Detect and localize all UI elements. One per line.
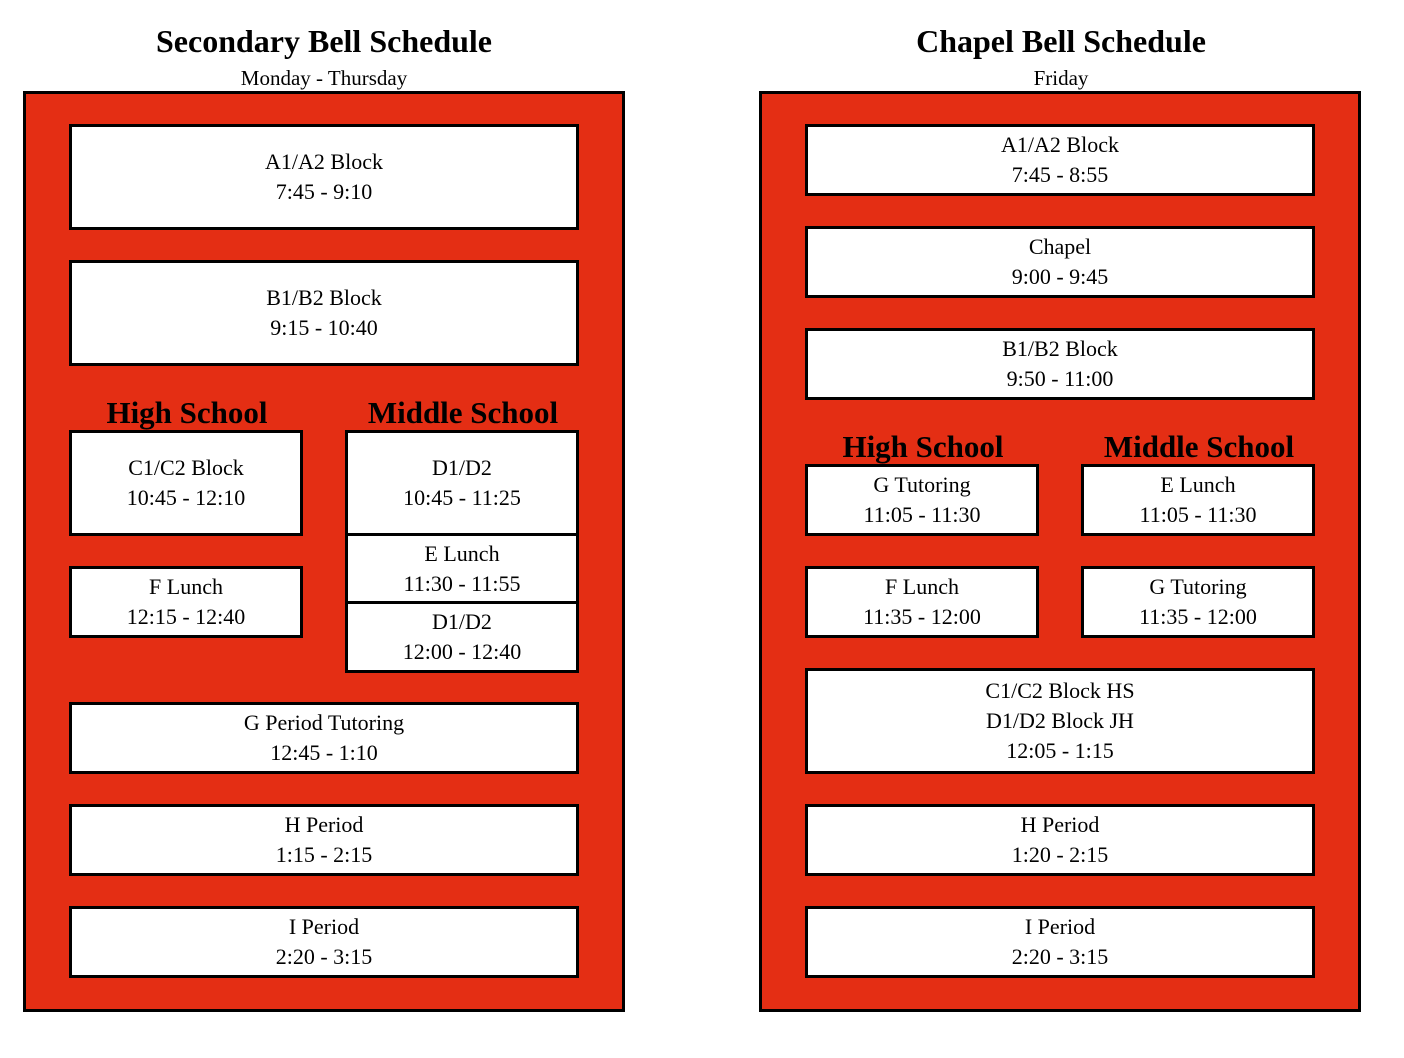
- block-time: 12:45 - 1:10: [270, 740, 378, 765]
- block-time: 7:45 - 9:10: [275, 179, 373, 204]
- block-name-secondary: D1/D2 Block JH: [986, 708, 1134, 733]
- secondary-ms-d-block-first: [345, 430, 579, 536]
- chapel-a-block: [805, 124, 1315, 196]
- block-name: G Tutoring: [873, 472, 971, 497]
- block-time: 12:05 - 1:15: [1006, 738, 1114, 763]
- chapel-hs-f-lunch: [805, 566, 1039, 638]
- block-time: 1:15 - 2:15: [275, 842, 373, 867]
- block-time: 9:50 - 11:00: [1006, 366, 1114, 391]
- secondary-h-period: [69, 804, 579, 876]
- block-time: 10:45 - 11:25: [403, 485, 521, 510]
- chapel-high-school-heading: High School: [842, 429, 1004, 464]
- block-name: E Lunch: [424, 541, 500, 566]
- secondary-high-school-heading: High School: [106, 395, 268, 430]
- block-name: C1/C2 Block: [128, 455, 244, 480]
- block-time: 11:30 - 11:55: [403, 571, 521, 596]
- block-name: A1/A2 Block: [265, 149, 383, 174]
- chapel-ms-g-tutoring: [1081, 566, 1315, 638]
- block-name: E Lunch: [1160, 472, 1236, 497]
- block-time: 12:15 - 12:40: [126, 604, 246, 629]
- secondary-i-period: [69, 906, 579, 978]
- secondary-hs-c-block: [69, 430, 303, 536]
- block-name: D1/D2: [432, 455, 492, 480]
- chapel-cd-block: [805, 668, 1315, 774]
- block-time: 10:45 - 12:10: [126, 485, 246, 510]
- secondary-ms-d-block-second: [345, 601, 579, 673]
- chapel-hs-g-tutoring: [805, 464, 1039, 536]
- block-name: H Period: [284, 812, 364, 837]
- chapel-b-block: [805, 328, 1315, 400]
- chapel-subtitle: Friday: [1033, 66, 1089, 90]
- block-name: Chapel: [1028, 234, 1092, 259]
- block-name: C1/C2 Block HS: [985, 678, 1135, 703]
- chapel-h-period: [805, 804, 1315, 876]
- block-time: 2:20 - 3:15: [275, 944, 373, 969]
- secondary-a-block: [69, 124, 579, 230]
- block-time: 12:00 - 12:40: [402, 639, 522, 664]
- block-time: 11:05 - 11:30: [1139, 502, 1257, 527]
- block-time: 1:20 - 2:15: [1011, 842, 1109, 867]
- block-name: D1/D2: [432, 609, 492, 634]
- chapel-ms-e-lunch: [1081, 464, 1315, 536]
- secondary-g-tutoring: [69, 702, 579, 774]
- block-name: F Lunch: [885, 574, 959, 599]
- block-name: G Tutoring: [1149, 574, 1247, 599]
- block-time: 11:35 - 12:00: [1139, 604, 1257, 629]
- block-name: A1/A2 Block: [1001, 132, 1119, 157]
- block-name: F Lunch: [149, 574, 223, 599]
- chapel-middle-school-heading: Middle School: [1103, 429, 1295, 464]
- secondary-b-block: [69, 260, 579, 366]
- block-time: 11:05 - 11:30: [863, 502, 981, 527]
- chapel-title: Chapel Bell Schedule: [916, 23, 1206, 59]
- block-name: B1/B2 Block: [1002, 336, 1118, 361]
- block-name: I Period: [1024, 914, 1096, 939]
- block-time: 9:15 - 10:40: [270, 315, 378, 340]
- secondary-title: Secondary Bell Schedule: [155, 23, 492, 59]
- secondary-subtitle: Monday - Thursday: [240, 66, 408, 90]
- block-time: 7:45 - 8:55: [1011, 162, 1109, 187]
- block-name: G Period Tutoring: [243, 710, 405, 735]
- block-name: B1/B2 Block: [266, 285, 382, 310]
- secondary-ms-e-lunch: [345, 533, 579, 605]
- block-name: H Period: [1020, 812, 1100, 837]
- block-time: 9:00 - 9:45: [1011, 264, 1109, 289]
- chapel-i-period: [805, 906, 1315, 978]
- block-time: 2:20 - 3:15: [1011, 944, 1109, 969]
- chapel-chapel-block: [805, 226, 1315, 298]
- block-time: 11:35 - 12:00: [863, 604, 981, 629]
- block-name: I Period: [288, 914, 360, 939]
- secondary-middle-school-heading: Middle School: [367, 395, 559, 430]
- secondary-hs-f-lunch: [69, 566, 303, 638]
